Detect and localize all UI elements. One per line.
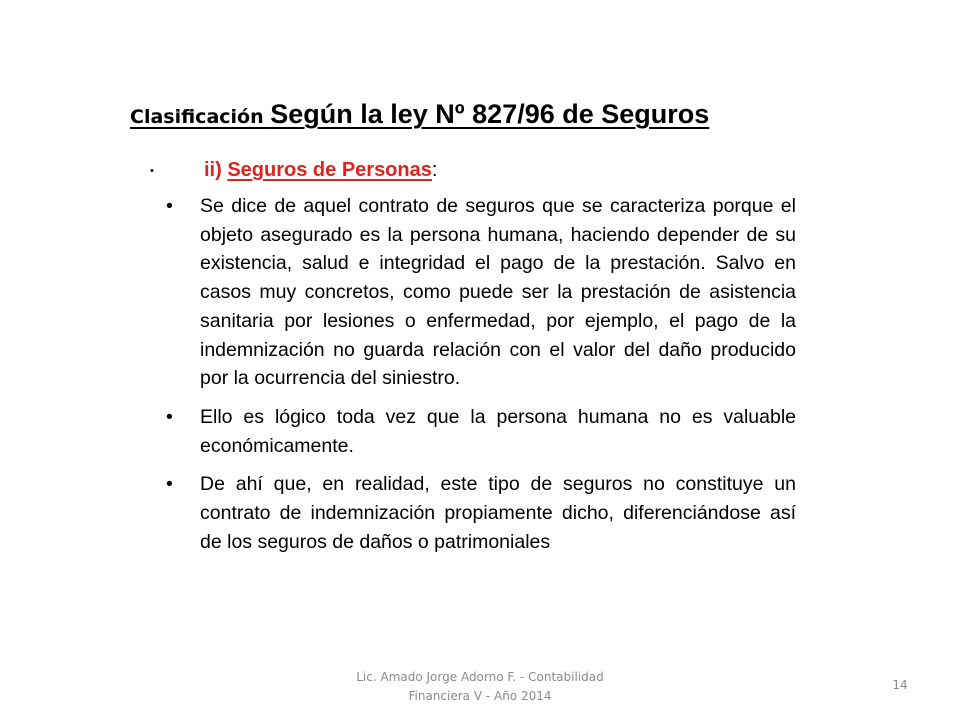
subheading-bullet: • (150, 164, 154, 177)
title-part-1: Clasificación (130, 106, 271, 128)
bullet-item (166, 403, 796, 460)
bullet-dot: • (166, 405, 173, 428)
bullet-text: De ahí que, en realidad, este tipo de seguros no constituye un contrato de indemnización propiamente dicho, diferenciándose así de los seguros de daños o patrimoniales (200, 473, 796, 553)
bullet-text: Se dice de aquel contrato de seguros que se caracteriza porque el objeto asegurado es la persona humana, haciendo depender de su existencia, salud e integridad el pago de la prestación. Salvo en casos muy concretos, como puede ser la prestación de asistencia sanitaria por lesiones o enfermedad, por ejemplo, el pago de la indemnización no guarda relación con el valor del daño producido por la ocurrencia del siniestro. (200, 195, 796, 390)
subheading (150, 155, 790, 186)
subheading-prefix: ii) (204, 159, 228, 181)
bullet-dot: • (166, 473, 173, 496)
bullet-text: Ello es lógico toda vez que la persona humana no es valuable económicamente. (200, 405, 796, 457)
bullet-list (166, 192, 796, 566)
bullet-dot: • (166, 195, 173, 217)
footer-line-2: Financiera V - Año 2014 (408, 689, 552, 703)
bullet-item (166, 470, 796, 556)
subheading-suffix: : (431, 159, 438, 181)
subheading-link[interactable]: Seguros de Personas (227, 159, 432, 181)
page-number: 14 (892, 678, 908, 692)
slide-title (130, 99, 830, 130)
footer (330, 668, 630, 706)
title-part-2: Según la ley Nº 827/96 de Seguros (270, 99, 710, 129)
bullet-item (166, 192, 796, 393)
footer-line-1: Lic. Amado Jorge Adorno F. - Contabilidad (356, 670, 604, 684)
